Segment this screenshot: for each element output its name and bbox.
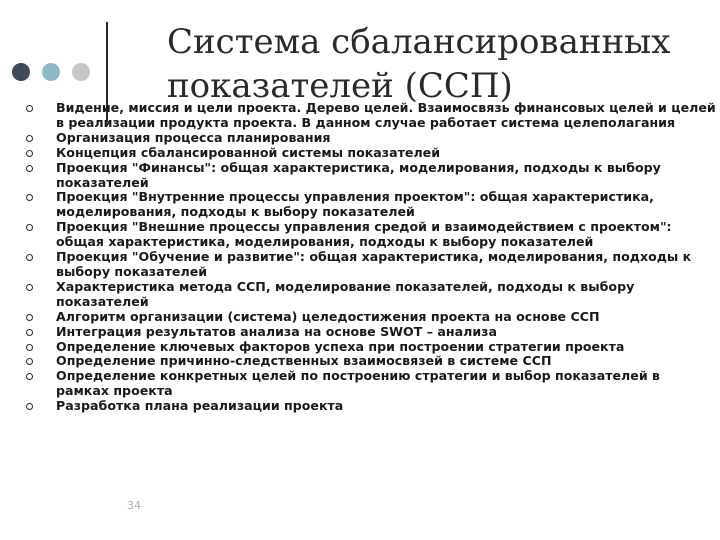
list-item [26,220,716,250]
bullet-icon [26,403,33,410]
bullet-icon [26,358,33,365]
bullet-icon [26,344,33,351]
gray-dot-icon [72,63,90,81]
bullet-icon [26,135,33,142]
list-item [26,340,716,355]
slide-title [167,20,670,108]
list-item [26,146,716,161]
title-line-1: Система сбалансированных [167,22,671,62]
list-item [26,161,716,191]
list-item [26,399,716,414]
list-item-text: Концепция сбалансированной системы показателей [56,144,441,160]
list-item-text: Определение причинно-следственных взаимосвязей в системе ССП [56,353,552,369]
list-item [26,280,716,310]
bullet-icon [26,105,33,112]
list-item-text: Проекция "Внутренние процессы управления проектом": общая характеристика, моделирования, подходы к выбору показателей [56,189,654,220]
list-item-text: Характеристика метода ССП, моделирование показателей, подходы к выбору показателей [56,278,635,309]
dark-dot-icon [12,63,30,81]
bullet-list [26,101,716,414]
bullet-icon [26,194,33,201]
bullet-icon [26,165,33,172]
list-item-text: Проекция "Финансы": общая характеристика, моделирования, подходы к выбору показателей [56,159,661,190]
list-item-text: Интеграция результатов анализа на основе SWOT – анализа [56,323,497,339]
list-item [26,190,716,220]
list-item-text: Проекция "Внешние процессы управления средой и взаимодействием с проектом": общая характеристика, моделирования, подходы к выбору показателей [56,219,672,250]
decorative-dots [12,63,102,83]
bullet-icon [26,150,33,157]
list-item-text: Проекция "Обучение и развитие": общая характеристика, моделирования, подходы к выбору показателей [56,249,692,279]
list-item-text: Организация процесса планирования [56,129,331,145]
title-line-2: показателей (ССП) [167,66,513,106]
list-item [26,250,716,280]
list-item [26,325,716,340]
list-item-text: Определение ключевых факторов успеха при построении стратегии проекта [56,338,625,354]
list-item [26,310,716,325]
teal-dot-icon [42,63,60,81]
bullet-icon [26,284,33,291]
list-item [26,131,716,146]
list-item [26,354,716,369]
bullet-icon [26,329,33,336]
list-item [26,369,716,399]
bullet-icon [26,373,33,380]
page-number: 34 [127,499,141,512]
list-item [26,101,716,131]
list-item-text: Определение конкретных целей по построению стратегии и выбор показателей в рамках проекта [56,368,661,399]
bullet-icon [26,254,33,261]
list-item-text: Видение, миссия и цели проекта. Дерево целей. Взаимосвязь финансовых целей и целей в реализации продукта проекта. В данном случае работает система целеполагания [56,100,716,130]
list-item-text: Разработка плана реализации проекта [56,398,344,414]
bullet-icon [26,224,33,231]
list-item-text: Алгоритм организации (система) целедостижения проекта на основе ССП [56,308,600,324]
bullet-icon [26,314,33,321]
